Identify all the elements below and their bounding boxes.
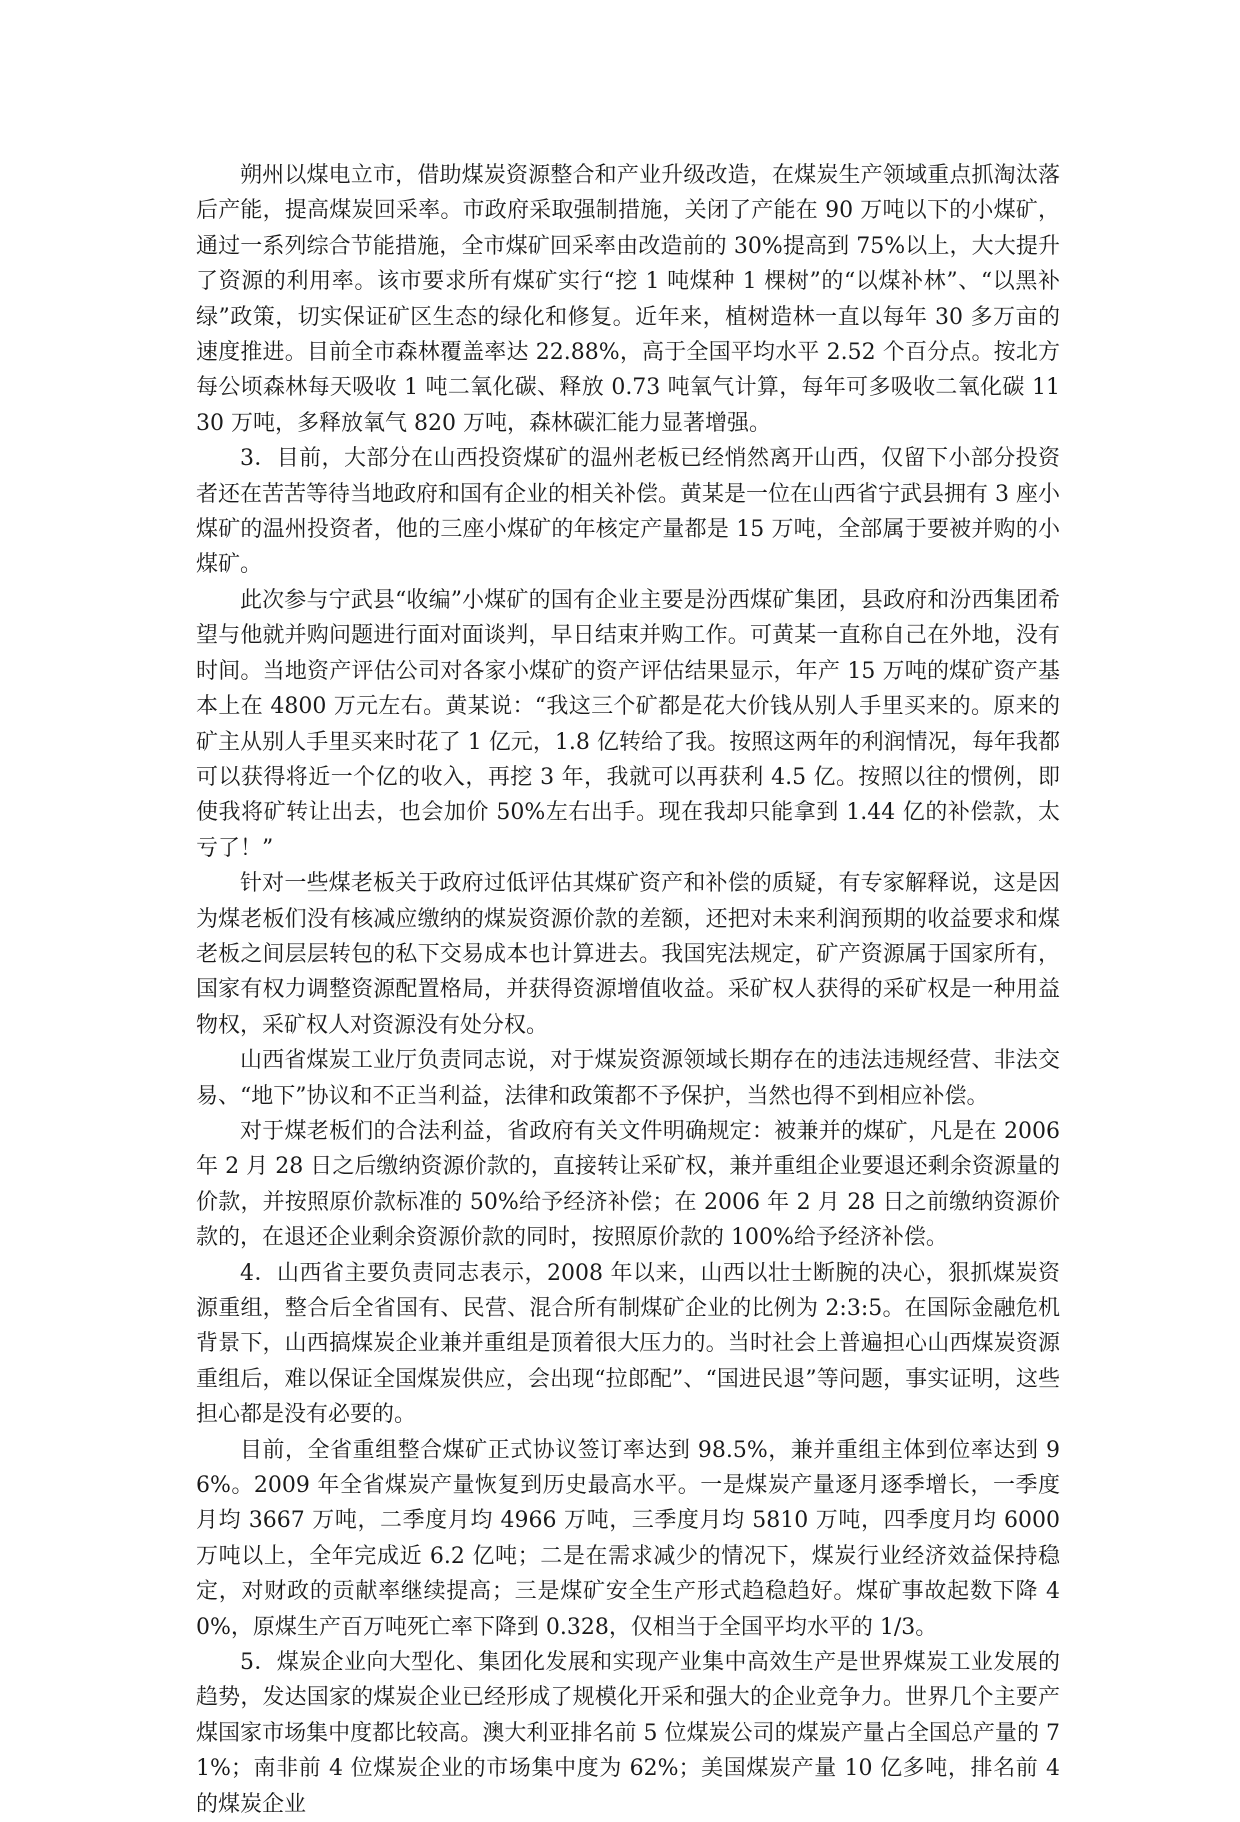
paragraph-section-4-restructuring: 4．山西省主要负责同志表示，2008 年以来，山西以壮士断腕的决心，狠抓煤炭资源重组，整合后全省国有、民营、混合所有制煤矿企业的比例为 2:3:5。在国际金融危机背景下，山西搞煤炭企业兼并重组是顶着很大压力的。当时社会上普遍担心山西煤炭资源重组后，难以保证全国煤炭供应，会出现“拉郎配”、“国进民退”等问题，事实证明，这些担心都是没有必要的。 — [196, 1260, 1060, 1428]
document-body — [196, 158, 1060, 1822]
paragraph-ningwu-acquisition: 此次参与宁武县“收编”小煤矿的国有企业主要是汾西煤矿集团，县政府和汾西集团希望与他就并购问题进行面对面谈判，早日结束并购工作。可黄某一直称自己在外地，没有时间。当地资产评估公司对各家小煤矿的资产评估结果显示，年产 15 万吨的煤矿资产基本上在 4800 万元左右。黄某说：“我这三个矿都是花大价钱从别人手里买来的。原来的矿主从别人手里买来时花了 1 亿元，1.8 亿转给了我。按照这两年的利润情况，每年我都可以获得将近一个亿的收入，再挖 3 年，我就可以再获利 4.5 亿。按照以往的惯例，即使我将矿转让出去，也会加价 50%左右出手。现在我却只能拿到 1.44 亿的补偿款，太亏了！” — [196, 587, 1060, 861]
paragraph-section-3-wenzhou-investors: 3．目前，大部分在山西投资煤矿的温州老板已经悄然离开山西，仅留下小部分投资者还在苦苦等待当地政府和国有企业的相关补偿。黄某是一位在山西省宁武县拥有 3 座小煤矿的温州投资者，他的三座小煤矿的年核定产量都是 15 万吨，全部属于要被并购的小煤矿。 — [196, 446, 1060, 578]
paragraph-coal-department-statement: 山西省煤炭工业厅负责同志说，对于煤炭资源领域长期存在的违法违规经营、非法交易、“地下”协议和不正当利益，法律和政策都不予保护，当然也得不到相应补偿。 — [196, 1048, 1060, 1109]
paragraph-shuozhou-coal-policy: 朔州以煤电立市，借助煤炭资源整合和产业升级改造，在煤炭生产领域重点抓淘汰落后产能，提高煤炭回采率。市政府采取强制措施，关闭了产能在 90 万吨以下的小煤矿，通过一系列综合节能措施，全市煤矿回采率由改造前的 30%提高到 75%以上，大大提升了资源的利用率。该市要求所有煤矿实行“挖 1 吨煤种 1 棵树”的“以煤补林”、“以黑补绿”政策，切实保证矿区生态的绿化和修复。近年来，植树造林一直以每年 30 多万亩的速度推进。目前全市森林覆盖率达 22.88%，高于全国平均水平 2.52 个百分点。按北方每公顷森林每天吸收 1 吨二氧化碳、释放 0.73 吨氧气计算，每年可多吸收二氧化碳 1130 万吨，多释放氧气 820 万吨，森林碳汇能力显著增强。 — [196, 163, 1060, 436]
paragraph-section-5-industry-trend: 5．煤炭企业向大型化、集团化发展和实现产业集中高效生产是世界煤炭工业发展的趋势，发达国家的煤炭企业已经形成了规模化开采和强大的企业竞争力。世界几个主要产煤国家市场集中度都比较高。澳大利亚排名前 5 位煤炭公司的煤炭产量占全国总产量的 71%；南非前 4 位煤炭企业的市场集中度为 62%；美国煤炭产量 10 亿多吨，排名前 4 的煤炭企业 — [196, 1650, 1060, 1817]
paragraph-compensation-rules: 对于煤老板们的合法利益，省政府有关文件明确规定：被兼并的煤矿，凡是在 2006 年 2 月 28 日之后缴纳资源价款的，直接转让采矿权，兼并重组企业要退还剩余资源量的价款，并按照原价款标准的 50%给予经济补偿；在 2006 年 2 月 28 日之前缴纳资源价款的，在退还企业剩余资源价款的同时，按照原价款的 100%给予经济补偿。 — [196, 1118, 1060, 1251]
paragraph-expert-explanation: 针对一些煤老板关于政府过低评估其煤矿资产和补偿的质疑，有专家解释说，这是因为煤老板们没有核减应缴纳的煤炭资源价款的差额，还把对未来利润预期的收益要求和煤老板之间层层转包的私下交易成本也计算进去。我国宪法规定，矿产资源属于国家所有，国家有权力调整资源配置格局，并获得资源增值收益。采矿权人获得的采矿权是一种用益物权，采矿权人对资源没有处分权。 — [196, 871, 1060, 1038]
paragraph-restructuring-results: 目前，全省重组整合煤矿正式协议签订率达到 98.5%，兼并重组主体到位率达到 96%。2009 年全省煤炭产量恢复到历史最高水平。一是煤炭产量逐月逐季增长，一季度月均 3667 万吨，二季度月均 4966 万吨，三季度月均 5810 万吨，四季度月均 6000 万吨以上，全年完成近 6.2 亿吨；二是在需求减少的情况下，煤炭行业经济效益保持稳定，对财政的贡献率继续提高；三是煤矿安全生产形式趋稳趋好。煤矿事故起数下降 40%，原煤生产百万吨死亡率下降到 0.328，仅相当于全国平均水平的 1/3。 — [196, 1437, 1060, 1640]
